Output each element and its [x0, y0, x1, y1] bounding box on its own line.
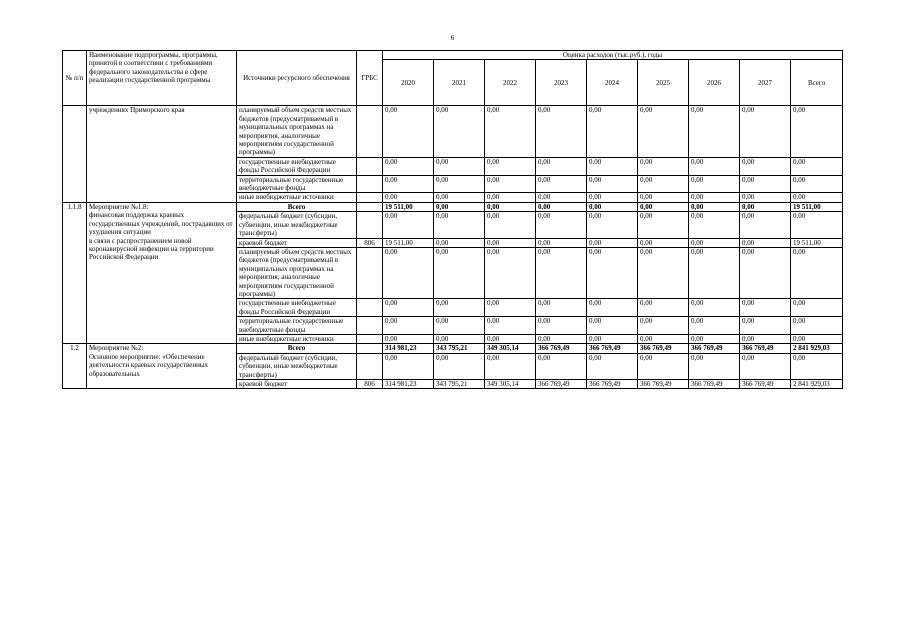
value-cell: 0,00: [536, 299, 587, 317]
value-cell: 366 769,49: [740, 344, 791, 353]
value-cell: 0,00: [638, 193, 689, 202]
value-cell: 0,00: [638, 334, 689, 343]
value-cell: 0,00: [383, 353, 434, 379]
value-cell: 0,00: [689, 202, 740, 211]
value-cell: 366 769,49: [638, 344, 689, 353]
value-total: 0,00: [791, 247, 843, 298]
value-cell: 0,00: [689, 193, 740, 202]
value-cell: 19 511,00: [383, 202, 434, 211]
value-cell: 366 769,49: [689, 380, 740, 389]
value-cell: 0,00: [638, 106, 689, 157]
value-cell: 349 305,14: [485, 380, 536, 389]
value-cell: 0,00: [536, 317, 587, 335]
value-cell: 0,00: [434, 157, 485, 175]
value-cell: 0,00: [587, 175, 638, 193]
value-cell: 19 511,00: [383, 238, 434, 247]
value-cell: 0,00: [536, 212, 587, 238]
value-cell: 0,00: [383, 212, 434, 238]
grbs-code: [357, 193, 383, 202]
measure-name-line: Мероприятие №1.8:: [89, 202, 149, 211]
value-cell: 0,00: [383, 106, 434, 157]
value-cell: 0,00: [383, 193, 434, 202]
value-cell: 0,00: [638, 247, 689, 298]
value-cell: 0,00: [587, 247, 638, 298]
value-cell: 0,00: [485, 212, 536, 238]
value-cell: 0,00: [689, 157, 740, 175]
value-cell: 0,00: [587, 317, 638, 335]
funding-source: планируемый объем средств местных бюджетов (предусматриваемый в муниципальных программах на мероприятия, аналогичные мероприятиям государственной программы): [237, 106, 357, 157]
measure-name-line: образовательных: [89, 369, 140, 378]
value-cell: 0,00: [485, 175, 536, 193]
value-cell: 366 769,49: [740, 380, 791, 389]
value-cell: 0,00: [638, 317, 689, 335]
page-number: 6: [450, 34, 455, 42]
row-number: 1.2: [63, 344, 87, 389]
funding-source: краевой бюджет: [237, 238, 357, 247]
value-cell: 0,00: [434, 334, 485, 343]
value-cell: 0,00: [638, 157, 689, 175]
grbs-code: [357, 202, 383, 211]
value-cell: 0,00: [485, 238, 536, 247]
value-cell: 314 981,23: [383, 344, 434, 353]
value-cell: 343 795,21: [434, 344, 485, 353]
value-total: 0,00: [791, 317, 843, 335]
header-row-1: [63, 51, 843, 60]
value-cell: 0,00: [689, 334, 740, 343]
header-year: 2027: [740, 60, 791, 106]
grbs-code: [357, 344, 383, 353]
value-total: 0,00: [791, 157, 843, 175]
value-cell: 0,00: [740, 238, 791, 247]
value-cell: 0,00: [740, 247, 791, 298]
value-cell: 0,00: [689, 238, 740, 247]
value-cell: 0,00: [587, 106, 638, 157]
value-total: 0,00: [791, 334, 843, 343]
value-cell: 0,00: [485, 202, 536, 211]
value-total: 0,00: [791, 175, 843, 193]
value-cell: 0,00: [536, 202, 587, 211]
value-cell: 0,00: [383, 317, 434, 335]
grbs-code: 806: [357, 380, 383, 389]
value-total: 0,00: [791, 299, 843, 317]
grbs-code: [357, 299, 383, 317]
header-grbs: ГРБС: [357, 51, 383, 106]
value-cell: 0,00: [689, 175, 740, 193]
value-cell: 0,00: [485, 157, 536, 175]
funding-source: федеральный бюджет (субсидии, субвенции, иные межбюджетные трансферты): [237, 212, 357, 238]
value-cell: 0,00: [740, 202, 791, 211]
value-cell: 0,00: [587, 238, 638, 247]
value-cell: 0,00: [434, 247, 485, 298]
grbs-code: 806: [357, 238, 383, 247]
value-cell: 0,00: [536, 353, 587, 379]
measure-name-line: ухудшения ситуации: [89, 228, 151, 237]
value-cell: 0,00: [638, 299, 689, 317]
value-total: 0,00: [791, 193, 843, 202]
value-cell: 0,00: [434, 212, 485, 238]
value-cell: 349 305,14: [485, 344, 536, 353]
value-cell: 0,00: [740, 157, 791, 175]
value-cell: 0,00: [638, 238, 689, 247]
value-cell: 0,00: [638, 202, 689, 211]
row-number: [63, 106, 87, 202]
row-number: 1.1.8: [63, 202, 87, 344]
value-total: 0,00: [791, 106, 843, 157]
value-cell: 366 769,49: [536, 380, 587, 389]
table-row: [63, 202, 843, 211]
value-total: 19 511,00: [791, 202, 843, 211]
value-cell: 0,00: [434, 202, 485, 211]
value-cell: 0,00: [587, 193, 638, 202]
value-cell: 0,00: [587, 334, 638, 343]
value-cell: 0,00: [638, 175, 689, 193]
value-cell: 0,00: [536, 247, 587, 298]
value-cell: 0,00: [536, 157, 587, 175]
value-cell: 0,00: [485, 247, 536, 298]
table-row: [63, 106, 843, 157]
value-cell: 0,00: [638, 353, 689, 379]
value-cell: 0,00: [740, 175, 791, 193]
value-cell: 366 769,49: [638, 380, 689, 389]
measure-name: учреждениях Приморского края: [87, 106, 237, 202]
funding-source: иные внебюджетные источники: [237, 334, 357, 343]
value-total: 0,00: [791, 212, 843, 238]
value-cell: 0,00: [434, 193, 485, 202]
value-cell: 0,00: [740, 212, 791, 238]
value-cell: 0,00: [740, 353, 791, 379]
value-cell: 0,00: [536, 193, 587, 202]
header-year: 2022: [485, 60, 536, 106]
funding-source: территориальные государственные внебюджетные фонды: [237, 317, 357, 335]
grbs-code: [357, 334, 383, 343]
grbs-code: [357, 317, 383, 335]
header-source: Источники ресурсного обеспечения: [237, 51, 357, 106]
value-cell: 314 981,23: [383, 380, 434, 389]
grbs-code: [357, 106, 383, 157]
table-row: [63, 344, 843, 353]
value-cell: 366 769,49: [536, 344, 587, 353]
value-cell: 0,00: [587, 157, 638, 175]
measure-name-line: Основное мероприятие: «Обеспечение деятельности краевых государственных: [89, 352, 209, 370]
funding-source: Всего: [237, 344, 357, 353]
value-cell: 0,00: [434, 299, 485, 317]
value-cell: 0,00: [485, 193, 536, 202]
value-cell: 366 769,49: [587, 380, 638, 389]
value-cell: 0,00: [536, 334, 587, 343]
value-total: 0,00: [791, 353, 843, 379]
grbs-code: [357, 175, 383, 193]
value-cell: 0,00: [740, 193, 791, 202]
value-cell: 343 795,21: [434, 380, 485, 389]
value-cell: 0,00: [587, 202, 638, 211]
grbs-code: [357, 212, 383, 238]
funding-source: государственные внебюджетные фонды Российской Федерации: [237, 157, 357, 175]
value-cell: 0,00: [689, 353, 740, 379]
value-total: 19 511,00: [791, 238, 843, 247]
value-cell: 0,00: [689, 106, 740, 157]
value-cell: 0,00: [485, 299, 536, 317]
header-estimate: Оценка расходов (тыс.руб.), годы: [383, 51, 843, 60]
header-year: 2025: [638, 60, 689, 106]
value-cell: 0,00: [434, 175, 485, 193]
funding-source: государственные внебюджетные фонды Российской Федерации: [237, 299, 357, 317]
value-cell: 0,00: [434, 317, 485, 335]
budget-table: [62, 50, 843, 389]
header-year: 2023: [536, 60, 587, 106]
measure-name: [87, 202, 237, 344]
header-year: 2026: [689, 60, 740, 106]
value-total: 2 841 929,03: [791, 344, 843, 353]
value-cell: 0,00: [740, 106, 791, 157]
value-cell: 0,00: [689, 247, 740, 298]
header-year: 2024: [587, 60, 638, 106]
value-total: 2 841 929,03: [791, 380, 843, 389]
header-year-total: Всего: [791, 60, 843, 106]
value-cell: 0,00: [536, 175, 587, 193]
grbs-code: [357, 353, 383, 379]
value-cell: 0,00: [383, 157, 434, 175]
funding-source: федеральный бюджет (субсидии, субвенции, иные межбюджетные трансферты): [237, 353, 357, 379]
value-cell: 0,00: [383, 175, 434, 193]
value-cell: 366 769,49: [587, 344, 638, 353]
value-cell: 0,00: [383, 247, 434, 298]
value-cell: 0,00: [485, 353, 536, 379]
measure-name-line: финансовая поддержка краевых государственных учреждений, пострадавших от: [89, 211, 233, 228]
funding-source: краевой бюджет: [237, 380, 357, 389]
value-cell: 0,00: [740, 299, 791, 317]
header-year: 2020: [383, 60, 434, 106]
measure-name: [87, 344, 237, 389]
measure-name-line: Мероприятие №2:: [89, 344, 144, 353]
header-num: № п/п: [63, 51, 87, 106]
value-cell: 0,00: [587, 299, 638, 317]
value-cell: 0,00: [587, 353, 638, 379]
value-cell: 0,00: [689, 299, 740, 317]
value-cell: 366 769,49: [689, 344, 740, 353]
funding-source: территориальные государственные внебюджетные фонды: [237, 175, 357, 193]
value-cell: 0,00: [383, 334, 434, 343]
value-cell: 0,00: [536, 238, 587, 247]
value-cell: 0,00: [638, 212, 689, 238]
value-cell: 0,00: [689, 317, 740, 335]
header-year: 2021: [434, 60, 485, 106]
value-cell: 0,00: [740, 334, 791, 343]
grbs-code: [357, 157, 383, 175]
value-cell: 0,00: [485, 106, 536, 157]
value-cell: 0,00: [485, 334, 536, 343]
value-cell: 0,00: [434, 106, 485, 157]
funding-source: иные внебюджетные источники: [237, 193, 357, 202]
header-name: Наименование подпрограммы, программы, принятой в соответствии с требованиями федерального законодательства в сфере реализации государственной программы: [87, 51, 237, 106]
funding-source: планируемый объем средств местных бюджетов (предусматриваемый в муниципальных программах на мероприятия, аналогичные мероприятиям государственной программы): [237, 247, 357, 298]
measure-name-line: в связи с распространением новой коронавирусной инфекции на территории Российской Федерации: [89, 236, 214, 262]
value-cell: 0,00: [383, 299, 434, 317]
value-cell: 0,00: [587, 212, 638, 238]
grbs-code: [357, 247, 383, 298]
value-cell: 0,00: [536, 106, 587, 157]
value-cell: 0,00: [740, 317, 791, 335]
value-cell: 0,00: [434, 238, 485, 247]
value-cell: 0,00: [434, 353, 485, 379]
value-cell: 0,00: [689, 212, 740, 238]
value-cell: 0,00: [485, 317, 536, 335]
funding-source: Всего: [237, 202, 357, 211]
